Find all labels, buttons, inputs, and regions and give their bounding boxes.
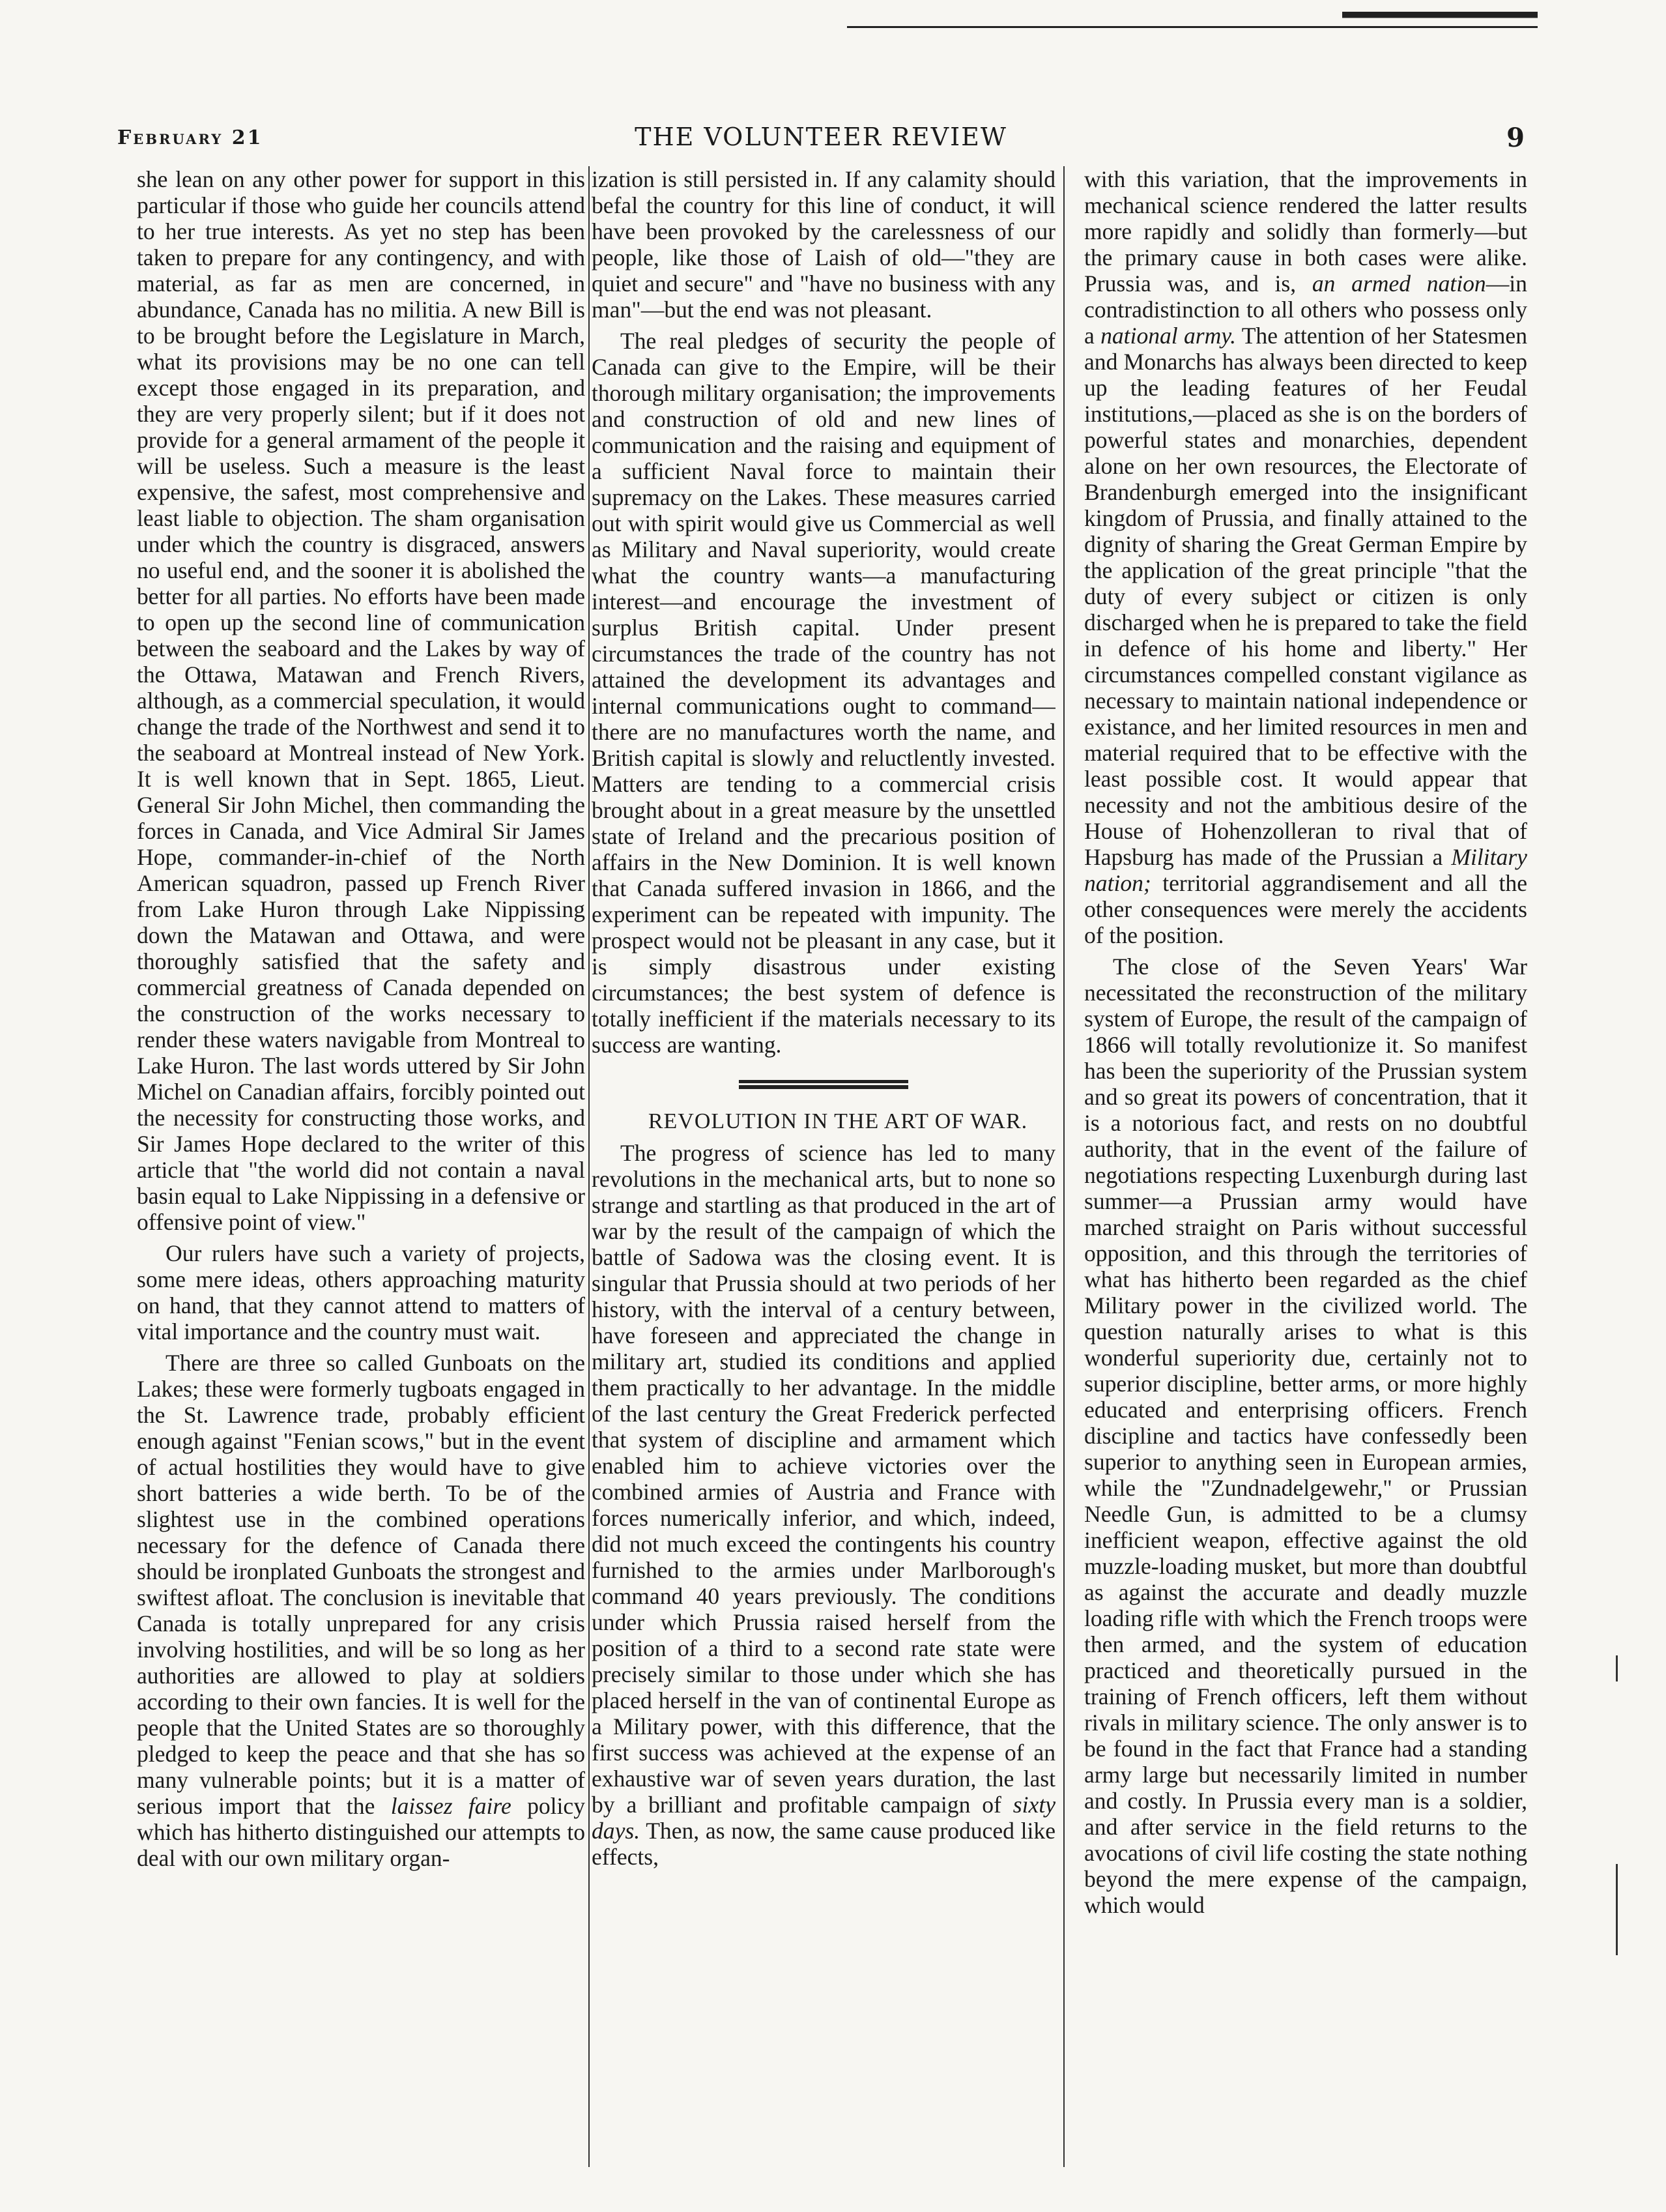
header-title: THE VOLUNTEER REVIEW	[635, 123, 1007, 151]
paragraph: The close of the Seven Years' War necessitated the reconstruction of the military system of Europe, the result of the campaign of 1866 will totally revolutionize it. So manifest has been the superiority of the Prussian system and so great its powers of concentration, that it is a notorious fact, and rests on no doubtful authority, that in the event of the failure of negotiations respecting Luxenburgh during last summer—a Prussian army would have marched straight on Paris without successful opposition, and this through the territories of what has hitherto been regarded as the chief Military power in the civilized world. The question naturally arises to what is this wonderful superiority due, certainly not to superior discipline, better arms, or more highly educated and enterprising officers. French discipline and tactics have confessedly been superior to anything seen in European armies, while the "Zundnadelgewehr," or Prussian Needle Gun, is admitted to be a clumsy inefficient weapon, effective against the old muzzle-loading musket, but more than doubtful as against the accurate and deadly muzzle loading rifle with which the French troops were then armed, and the system of education practiced and theoretically pursued in the training of French officers, left them without rivals in military science. The only answer is to be found in the fact that France had a standing army large but necessarily limited in number and costly. In Prussia every man is a soldier, and after service in the field returns to the avocations of civil life costing the state nothing beyond the mere expense of the campaign, which would	[1084, 953, 1527, 1918]
paragraph	[592, 1140, 1056, 1870]
italic-phrase: an armed nation	[1312, 270, 1486, 297]
italic-phrase: sixty days.	[592, 1792, 1056, 1844]
paragraph-text: policy which has hitherto distinguished our attempts to deal with our own military organ-	[137, 1793, 585, 1871]
paragraph	[1084, 166, 1527, 948]
section-heading: REVOLUTION IN THE ART OF WAR.	[648, 1109, 1028, 1133]
italic-phrase: laissez faire	[390, 1793, 511, 1819]
paragraph-text: Then, as now, the same cause produced like effects,	[592, 1818, 1056, 1870]
column-2	[592, 166, 1056, 2167]
top-rule-thick	[1342, 12, 1538, 22]
section-ornament-rule	[739, 1080, 908, 1089]
paragraph-text: —in contradistinction to all others who possess only a	[1084, 270, 1527, 349]
paragraph: The real pledges of security the people of Canada can give to the Empire, will be their thorough military organisation; the improvements and construction of old and new lines of communication and the raising and equipment of a sufficient Naval force to maintain their supremacy on the Lakes. These measures carried out with spirit would give us Commercial as well as Military and Naval superiority, would create what the country wants—a manufacturing interest—and encourage the investment of surplus British capital. Under present circumstances the trade of the country has not attained the development its advantages and internal communications ought to command—there are no manufactures worth the name, and British capital is slowly and reluctlently invested. Matters are tending to a commercial crisis brought about in a great measure by the unsettled state of Ireland and the precarious position of affairs in the New Dominion. It is well known that Canada suffered invasion in 1866, and the experiment can be repeated with impunity. The prospect would not be pleasant in any case, but it is simply disastrous under existing circumstances; the best system of defence is totally inefficient if the materials necessary to its success are wanting.	[592, 328, 1056, 1058]
paragraph: ization is still persisted in. If any calamity should befal the country for this line of conduct, it will have been provoked by the carelessness of our people, like those of Laish of old—"they are quiet and secure" and "have no business with any man"—but the end was not pleasant.	[592, 166, 1056, 323]
page-number: 9	[1506, 123, 1525, 153]
column-1	[137, 166, 585, 2167]
paragraph-text: with this variation, that the improvements in mechanical science rendered the latter results more rapidly and solidly than formerly—but the primary cause in both cases were alike. Prussia was, and is,	[1084, 166, 1527, 297]
column-3	[1084, 166, 1527, 2167]
scan-edge-mark	[1616, 1655, 1618, 1681]
page-header	[117, 123, 1525, 155]
paragraph: Our rulers have such a variety of projects, some mere ideas, others approaching maturity on hand, that they cannot attend to matters of vital importance and the country must wait.	[137, 1240, 585, 1345]
column-divider-1	[588, 166, 590, 2167]
italic-phrase: national army.	[1100, 323, 1237, 349]
paragraph: she lean on any other power for support in this particular if those who guide her councils attend to her true interests. As yet no step has been taken to prepare for any contingency, and with material, as far as men are concerned, in abundance, Canada has no militia. A new Bill is to be brought before the Legislature in March, what its provisions may be no one can tell except those engaged in its preparation, and they are very properly silent; but if it does not provide for a general armament of the people it will be useless. Such a measure is the least expensive, the safest, most comprehensive and least liable to objection. The sham organisation under which the country is disgraced, answers no useful end, and the sooner it is abolished the better for all parties. No efforts have been made to open up the second line of communication between the seaboard and the Lakes by way of the Ottawa, Matawan and French Rivers, although, as a commercial speculation, it would change the trade of the Northwest and send it to the seaboard at Montreal instead of New York. It is well known that in Sept. 1865, Lieut. General Sir John Michel, then commanding the forces in Canada, and Vice Admiral Sir James Hope, commander-in-chief of the North American squadron, passed up French River from Lake Huron through Lake Nippissing down the Matawan and Ottawa, and were thoroughly satisfied that the safety and commercial greatness of Canada depended on the construction of the works necessary to render these waters navigable from Montreal to Lake Huron. The last words uttered by Sir John Michel on Canadian affairs, forcibly pointed out the necessity for constructing those works, and Sir James Hope declared to the writer of this article that "the world did not contain a naval basin equal to Lake Nippissing in a defensive or offensive point of view."	[137, 166, 585, 1235]
paragraph-text: territorial aggrandisement and all the other consequences were merely the accidents of the position.	[1084, 870, 1527, 948]
top-rule	[847, 26, 1538, 28]
paragraph-text: The progress of science has led to many revolutions in the mechanical arts, but to none so strange and startling as that produced in the art of war by the result of the campaign of which the battle of Sadowa was the closing event. It is singular that Prussia should at two periods of her history, with the interval of a century between, have foreseen and appreciated the change in military art, studied its conditions and applied them practically to her advantage. In the middle of the last century the Great Frederick perfected that system of discipline and armament which enabled him to achieve victories over the combined armies of Austria and France with forces numerically inferior, and which, indeed, did not much exceed the contingents his country furnished to the armies under Marlborough's command 40 years previously. The conditions under which Prussia raised herself from the position of a third to a second rate state were precisely similar to those under which she has placed herself in the van of continental Europe as a Military power, with this difference, that the first success was achieved at the expense of an exhaustive war of seven years duration, the last by a brilliant and profitable campaign of	[592, 1140, 1056, 1818]
scan-edge-mark	[1616, 1864, 1618, 1955]
paragraph-text: The attention of her Statesmen and Monarchs has always been directed to keep up the leading features of her Feudal institutions,—placed as she is on the borders of powerful states and monarchies, dependent alone on her own resources, the Electorate of Brandenburgh emerged into the insignificant kingdom of Prussia, and finally attained to the dignity of sharing the Great German Empire by the application of the great principle "that the duty of every subject or citizen is only discharged when he is prepared to take the field in defence of his home and liberty." Her circumstances compelled constant vigilance as necessary to maintain national independence or existance, and her limited resources in men and material required that to be effective with the least possible cost. It would appear that necessity and not the ambitious desire of the House of Hohenzolleran to rival that of Hapsburg has made of the Prussian a	[1084, 323, 1527, 870]
paragraph-text: There are three so called Gunboats on the Lakes; these were formerly tugboats engaged in the St. Lawrence trade, probably efficient enough against "Fenian scows," but in the event of actual hostilities they would have to give short batteries a wide berth. To be of the slightest use in the combined operations necessary for the defence of Canada there should be ironplated Gunboats the strongest and swiftest afloat. The conclusion is inevitable that Canada is totally unprepared for any crisis involving hostilities, and will be so long as her authorities are allowed to play at soldiers according to their own fancies. It is well for the people that the United States are so thoroughly pledged to keep the peace and that she has so many vulnerable points; but it is a matter of serious import that the	[137, 1350, 585, 1819]
italic-phrase: Military nation;	[1084, 844, 1527, 896]
header-date: February 21	[117, 126, 263, 149]
column-divider-2	[1063, 166, 1065, 2167]
paragraph	[137, 1350, 585, 1871]
